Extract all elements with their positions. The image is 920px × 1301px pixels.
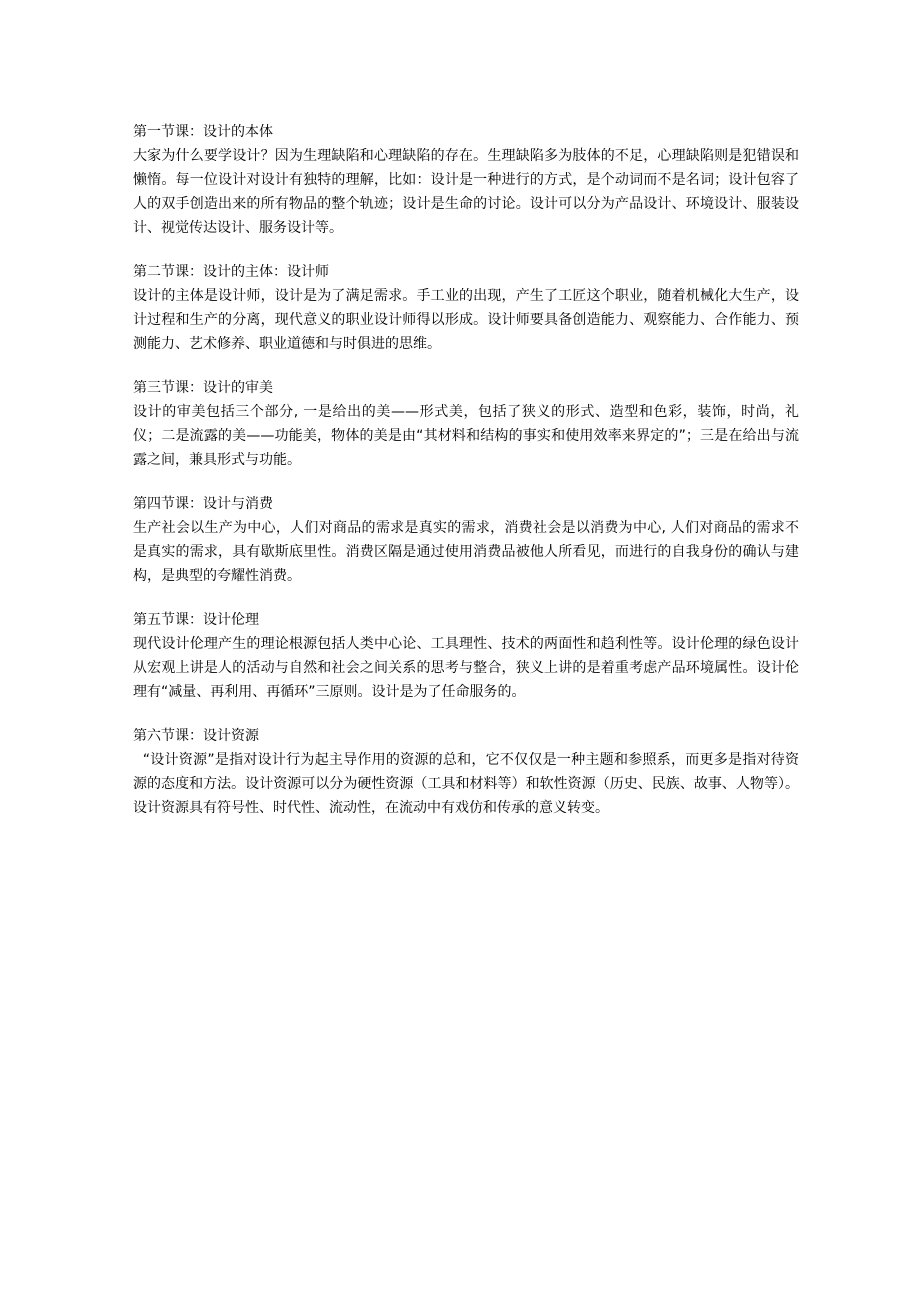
section-title: 第五节课：设计伦理 bbox=[133, 612, 259, 628]
section-body: 设计的主体是设计师，设计是为了满足需求。手工业的出现，产生了工匠这个职业，随着机械化大生产，设计过程和生产的分离，现代意义的职业设计师得以形成。设计师要具备创造能力、观察能力、合作能力、预测能力、艺术修养、职业道德和与时俱进的思维。 bbox=[133, 288, 799, 352]
document-page bbox=[133, 120, 799, 840]
section-title: 第六节课：设计资源 bbox=[133, 728, 259, 744]
section-title: 第三节课：设计的审美 bbox=[133, 380, 273, 396]
section-3 bbox=[133, 376, 799, 472]
section-body: 现代设计伦理产生的理论根源包括人类中心论、工具理性、技术的两面性和趋利性等。设计伦理的绿色设计从宏观上讲是人的活动与自然和社会之间关系的思考与整合，狭义上讲的是着重考虑产品环境属性。设计伦理有“减量、再利用、再循环”三原则。设计是为了任命服务的。 bbox=[133, 636, 799, 700]
section-body: “设计资源”是指对设计行为起主导作用的资源的总和，它不仅仅是一种主题和参照系，而更多是指对待资源的态度和方法。设计资源可以分为硬性资源（工具和材料等）和软性资源（历史、民族、故事、人物等）。设计资源具有符号性、时代性、流动性，在流动中有戏仿和传承的意义转变。 bbox=[133, 752, 799, 816]
section-title: 第一节课：设计的本体 bbox=[133, 124, 273, 140]
section-body: 生产社会以生产为中心，人们对商品的需求是真实的需求，消费社会是以消费为中心, 人们对商品的需求不是真实的需求，具有歇斯底里性。消费区隔是通过使用消费品被他人所看见，而进行的自我身份的确认与建构，是典型的夸耀性消费。 bbox=[133, 520, 799, 584]
section-title: 第二节课：设计的主体：设计师 bbox=[133, 264, 329, 280]
section-5 bbox=[133, 608, 799, 704]
section-body: 设计的审美包括三个部分, 一是给出的美——形式美，包括了狭义的形式、造型和色彩，装饰，时尚，礼仪；二是流露的美——功能美，物体的美是由“其材料和结构的事实和使用效率来界定的”；三是在给出与流露之间，兼具形式与功能。 bbox=[133, 404, 799, 468]
section-1 bbox=[133, 120, 799, 240]
section-4 bbox=[133, 492, 799, 588]
section-6 bbox=[133, 724, 799, 820]
section-title: 第四节课：设计与消费 bbox=[133, 496, 273, 512]
section-body: 大家为什么要学设计？因为生理缺陷和心理缺陷的存在。生理缺陷多为肢体的不足，心理缺陷则是犯错误和懒惰。每一位设计对设计有独特的理解，比如：设计是一种进行的方式，是个动词而不是名词；设计包容了人的双手创造出来的所有物品的整个轨迹；设计是生命的讨论。设计可以分为产品设计、环境设计、服装设计、视觉传达设计、服务设计等。 bbox=[133, 148, 799, 236]
section-2 bbox=[133, 260, 799, 356]
